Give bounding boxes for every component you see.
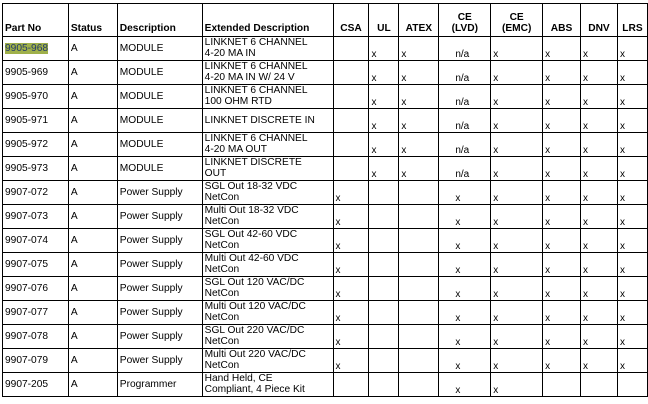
- cert-lrs-cell: [617, 373, 647, 397]
- header-ce-emc-line2: (EMC): [501, 23, 532, 34]
- cert-lvd-cell: x: [439, 301, 491, 325]
- cert-emc-cell: x: [491, 373, 543, 397]
- status-cell: A: [68, 181, 117, 205]
- description-cell: MODULE: [117, 109, 202, 133]
- cert-atex-cell: x: [399, 85, 439, 109]
- cert-abs-cell: x: [543, 37, 581, 61]
- status-cell: A: [68, 85, 117, 109]
- cert-dnv-cell: x: [581, 229, 618, 253]
- cert-atex-cell: [399, 325, 439, 349]
- cert-csa-cell: [333, 157, 369, 181]
- cert-emc-cell: x: [491, 109, 543, 133]
- extended-description-cell: [202, 37, 333, 61]
- cert-lrs-cell: x: [617, 277, 647, 301]
- cert-dnv-cell: x: [581, 325, 618, 349]
- description-cell: Power Supply: [117, 277, 202, 301]
- header-ce-emc-line1: CE: [509, 12, 524, 23]
- extended-description-line: NetCon: [204, 264, 240, 275]
- description-cell: MODULE: [117, 61, 202, 85]
- cert-ul-cell: x: [369, 85, 399, 109]
- status-cell: A: [68, 37, 117, 61]
- status-cell: A: [68, 61, 117, 85]
- cert-lvd-cell: x: [439, 181, 491, 205]
- part-number: 9905-968: [5, 43, 49, 54]
- part-number: 9907-076: [5, 283, 49, 294]
- cert-emc-cell: x: [491, 37, 543, 61]
- part-number: 9907-074: [5, 235, 49, 246]
- table-row: [3, 205, 648, 229]
- status-cell: A: [68, 349, 117, 373]
- cert-abs-cell: x: [543, 157, 581, 181]
- part-number-cell: [3, 205, 69, 229]
- certification-table: [2, 3, 648, 397]
- table-row: [3, 301, 648, 325]
- extended-description-line: NetCon: [204, 216, 240, 227]
- part-number-cell: [3, 349, 69, 373]
- cert-ul-cell: [369, 181, 399, 205]
- extended-description-cell: [202, 373, 333, 397]
- cert-emc-cell: x: [491, 181, 543, 205]
- part-number: 9907-078: [5, 331, 49, 342]
- status-cell: A: [68, 157, 117, 181]
- cert-csa-cell: x: [333, 277, 369, 301]
- part-number: 9905-971: [5, 115, 49, 126]
- extended-description-line: OUT: [204, 168, 227, 179]
- extended-description-cell: [202, 109, 333, 133]
- cert-atex-cell: x: [399, 157, 439, 181]
- part-number-cell: [3, 229, 69, 253]
- cert-emc-cell: x: [491, 229, 543, 253]
- cert-ul-cell: x: [369, 109, 399, 133]
- table-row: [3, 37, 648, 61]
- cert-lrs-cell: x: [617, 85, 647, 109]
- part-number-cell: [3, 109, 69, 133]
- extended-description-line: 100 OHM RTD: [204, 96, 272, 107]
- header-lrs: LRS: [617, 4, 647, 37]
- extended-description-cell: [202, 61, 333, 85]
- cert-atex-cell: [399, 349, 439, 373]
- cert-lvd-cell: x: [439, 277, 491, 301]
- cert-lrs-cell: x: [617, 205, 647, 229]
- part-number-cell: [3, 301, 69, 325]
- cert-ul-cell: x: [369, 157, 399, 181]
- cert-csa-cell: x: [333, 349, 369, 373]
- extended-description-cell: [202, 277, 333, 301]
- status-cell: A: [68, 277, 117, 301]
- header-atex: ATEX: [399, 4, 439, 37]
- cert-csa-cell: x: [333, 181, 369, 205]
- cert-abs-cell: [543, 373, 581, 397]
- part-number: 9905-970: [5, 91, 49, 102]
- extended-description-line: 4-20 MA IN: [204, 48, 256, 59]
- cert-lrs-cell: x: [617, 109, 647, 133]
- cert-dnv-cell: x: [581, 349, 618, 373]
- cert-lrs-cell: x: [617, 349, 647, 373]
- cert-emc-cell: x: [491, 61, 543, 85]
- cert-lvd-cell: x: [439, 349, 491, 373]
- description-cell: Power Supply: [117, 205, 202, 229]
- cert-csa-cell: x: [333, 325, 369, 349]
- cert-lrs-cell: x: [617, 253, 647, 277]
- status-cell: A: [68, 205, 117, 229]
- cert-csa-cell: [333, 37, 369, 61]
- status-cell: A: [68, 253, 117, 277]
- extended-description-line: SGL Out 120 VAC/DC: [204, 277, 305, 288]
- cert-ul-cell: x: [369, 61, 399, 85]
- cert-abs-cell: x: [543, 277, 581, 301]
- part-number: 9905-972: [5, 139, 49, 150]
- cert-atex-cell: x: [399, 133, 439, 157]
- cert-abs-cell: x: [543, 61, 581, 85]
- header-description: Description: [117, 4, 202, 37]
- header-status: Status: [68, 4, 117, 37]
- extended-description-line: NetCon: [204, 336, 240, 347]
- description-cell: Power Supply: [117, 181, 202, 205]
- cert-csa-cell: x: [333, 205, 369, 229]
- extended-description-cell: [202, 301, 333, 325]
- status-cell: A: [68, 373, 117, 397]
- table-row: [3, 109, 648, 133]
- cert-csa-cell: x: [333, 229, 369, 253]
- cert-abs-cell: x: [543, 85, 581, 109]
- extended-description-line: 4-20 MA IN W/ 24 V: [204, 72, 295, 83]
- table-row: [3, 373, 648, 397]
- cert-abs-cell: x: [543, 349, 581, 373]
- cert-csa-cell: [333, 85, 369, 109]
- header-row: [3, 4, 648, 37]
- cert-csa-cell: x: [333, 301, 369, 325]
- table-row: [3, 349, 648, 373]
- part-number: 9907-075: [5, 259, 49, 270]
- table-row: [3, 181, 648, 205]
- cert-emc-cell: x: [491, 205, 543, 229]
- cert-dnv-cell: x: [581, 157, 618, 181]
- header-abs: ABS: [543, 4, 581, 37]
- part-number-cell: [3, 133, 69, 157]
- cert-lvd-cell: x: [439, 253, 491, 277]
- part-number-cell: [3, 157, 69, 181]
- header-ul: UL: [369, 4, 399, 37]
- header-extended-description: Extended Description: [202, 4, 333, 37]
- cert-emc-cell: x: [491, 85, 543, 109]
- cert-emc-cell: x: [491, 253, 543, 277]
- extended-description-cell: [202, 85, 333, 109]
- extended-description-line: NetCon: [204, 192, 240, 203]
- cert-atex-cell: [399, 277, 439, 301]
- header-dnv: DNV: [581, 4, 618, 37]
- cert-emc-cell: x: [491, 157, 543, 181]
- cert-atex-cell: [399, 301, 439, 325]
- cert-lrs-cell: x: [617, 229, 647, 253]
- extended-description-line: NetCon: [204, 312, 240, 323]
- cert-ul-cell: x: [369, 133, 399, 157]
- cert-lrs-cell: x: [617, 301, 647, 325]
- cert-ul-cell: [369, 349, 399, 373]
- cert-atex-cell: x: [399, 37, 439, 61]
- cert-lrs-cell: x: [617, 37, 647, 61]
- part-number: 9907-073: [5, 211, 49, 222]
- cert-emc-cell: x: [491, 133, 543, 157]
- cert-ul-cell: [369, 205, 399, 229]
- part-number: 9907-077: [5, 307, 49, 318]
- extended-description-cell: [202, 349, 333, 373]
- extended-description-line: Compliant, 4 Piece Kit: [204, 384, 305, 395]
- cert-lvd-cell: n/a: [439, 157, 491, 181]
- cert-dnv-cell: [581, 373, 618, 397]
- header-ce-emc: [491, 4, 543, 37]
- extended-description-line: SGL Out 18-32 VDC: [204, 181, 298, 192]
- extended-description-line: Multi Out 42-60 VDC: [204, 253, 299, 264]
- description-cell: MODULE: [117, 133, 202, 157]
- cert-abs-cell: x: [543, 109, 581, 133]
- cert-lrs-cell: x: [617, 325, 647, 349]
- cert-atex-cell: [399, 181, 439, 205]
- cert-atex-cell: [399, 373, 439, 397]
- extended-description-line: LINKNET 6 CHANNEL: [204, 61, 308, 72]
- description-cell: Power Supply: [117, 325, 202, 349]
- cert-ul-cell: [369, 229, 399, 253]
- cert-lvd-cell: x: [439, 229, 491, 253]
- part-number: 9905-969: [5, 67, 49, 78]
- extended-description-line: LINKNET DISCRETE: [204, 157, 302, 168]
- part-number-cell: [3, 61, 69, 85]
- extended-description-line: NetCon: [204, 360, 240, 371]
- cert-csa-cell: [333, 373, 369, 397]
- cert-dnv-cell: x: [581, 133, 618, 157]
- cert-ul-cell: x: [369, 37, 399, 61]
- cert-abs-cell: x: [543, 301, 581, 325]
- extended-description-line: 4-20 MA OUT: [204, 144, 267, 155]
- cert-dnv-cell: x: [581, 109, 618, 133]
- cert-dnv-cell: x: [581, 61, 618, 85]
- header-ce-lvd-line2: (LVD): [451, 23, 478, 34]
- part-number-cell: [3, 181, 69, 205]
- status-cell: A: [68, 325, 117, 349]
- part-number-cell: [3, 277, 69, 301]
- cert-lrs-cell: x: [617, 157, 647, 181]
- status-cell: A: [68, 109, 117, 133]
- part-number: 9907-079: [5, 355, 49, 366]
- cert-emc-cell: x: [491, 349, 543, 373]
- cert-lvd-cell: n/a: [439, 85, 491, 109]
- cert-dnv-cell: x: [581, 205, 618, 229]
- cert-lrs-cell: x: [617, 133, 647, 157]
- part-number-cell: [3, 37, 69, 61]
- cert-abs-cell: x: [543, 205, 581, 229]
- cert-lvd-cell: n/a: [439, 37, 491, 61]
- status-cell: A: [68, 301, 117, 325]
- cert-dnv-cell: x: [581, 253, 618, 277]
- header-ce-lvd-line1: CE: [457, 12, 472, 23]
- cert-ul-cell: [369, 277, 399, 301]
- cert-dnv-cell: x: [581, 85, 618, 109]
- part-number-cell: [3, 325, 69, 349]
- cert-ul-cell: [369, 253, 399, 277]
- table-row: [3, 157, 648, 181]
- header-part-no: Part No: [3, 4, 69, 37]
- extended-description-cell: [202, 253, 333, 277]
- extended-description-line: Hand Held, CE: [204, 373, 273, 384]
- cert-dnv-cell: x: [581, 277, 618, 301]
- extended-description-line: LINKNET 6 CHANNEL: [204, 85, 308, 96]
- part-number: 9905-973: [5, 163, 49, 174]
- table-row: [3, 61, 648, 85]
- table-row: [3, 133, 648, 157]
- cert-atex-cell: x: [399, 109, 439, 133]
- cert-dnv-cell: x: [581, 37, 618, 61]
- description-cell: MODULE: [117, 37, 202, 61]
- table-row: [3, 253, 648, 277]
- cert-abs-cell: x: [543, 181, 581, 205]
- cert-lrs-cell: x: [617, 61, 647, 85]
- extended-description-line: SGL Out 220 VAC/DC: [204, 325, 305, 336]
- cert-abs-cell: x: [543, 133, 581, 157]
- cert-ul-cell: [369, 373, 399, 397]
- cert-atex-cell: [399, 229, 439, 253]
- cert-lvd-cell: x: [439, 373, 491, 397]
- table-row: [3, 229, 648, 253]
- cert-ul-cell: [369, 325, 399, 349]
- extended-description-cell: [202, 229, 333, 253]
- extended-description-cell: [202, 133, 333, 157]
- table-row: [3, 85, 648, 109]
- cert-lvd-cell: x: [439, 205, 491, 229]
- part-number-cell: [3, 373, 69, 397]
- cert-atex-cell: [399, 205, 439, 229]
- cert-ul-cell: [369, 301, 399, 325]
- description-cell: Power Supply: [117, 229, 202, 253]
- status-cell: A: [68, 229, 117, 253]
- extended-description-cell: [202, 325, 333, 349]
- extended-description-line: Multi Out 220 VAC/DC: [204, 349, 306, 360]
- cert-emc-cell: x: [491, 277, 543, 301]
- table-row: [3, 277, 648, 301]
- part-number: 9907-072: [5, 187, 49, 198]
- cert-csa-cell: x: [333, 253, 369, 277]
- description-cell: Power Supply: [117, 349, 202, 373]
- cert-abs-cell: x: [543, 325, 581, 349]
- cert-dnv-cell: x: [581, 181, 618, 205]
- extended-description-line: Multi Out 18-32 VDC: [204, 205, 299, 216]
- description-cell: Power Supply: [117, 301, 202, 325]
- part-number: 9907-205: [5, 379, 49, 390]
- extended-description-line: SGL Out 42-60 VDC: [204, 229, 298, 240]
- extended-description-line: LINKNET DISCRETE IN: [204, 115, 315, 126]
- description-cell: Programmer: [117, 373, 202, 397]
- cert-abs-cell: x: [543, 229, 581, 253]
- cert-lvd-cell: n/a: [439, 133, 491, 157]
- header-csa: CSA: [333, 4, 369, 37]
- cert-lvd-cell: n/a: [439, 109, 491, 133]
- extended-description-line: LINKNET 6 CHANNEL: [204, 133, 308, 144]
- extended-description-line: LINKNET 6 CHANNEL: [204, 37, 308, 48]
- part-number-cell: [3, 85, 69, 109]
- cert-dnv-cell: x: [581, 301, 618, 325]
- extended-description-line: NetCon: [204, 288, 240, 299]
- description-cell: MODULE: [117, 157, 202, 181]
- description-cell: Power Supply: [117, 253, 202, 277]
- cert-csa-cell: [333, 133, 369, 157]
- description-cell: MODULE: [117, 85, 202, 109]
- status-cell: A: [68, 133, 117, 157]
- extended-description-cell: [202, 157, 333, 181]
- table-row: [3, 325, 648, 349]
- cert-csa-cell: [333, 61, 369, 85]
- cert-atex-cell: x: [399, 61, 439, 85]
- cert-emc-cell: x: [491, 325, 543, 349]
- cert-lvd-cell: x: [439, 325, 491, 349]
- cert-lvd-cell: n/a: [439, 61, 491, 85]
- extended-description-cell: [202, 205, 333, 229]
- header-ce-lvd: [439, 4, 491, 37]
- cert-csa-cell: [333, 109, 369, 133]
- extended-description-line: Multi Out 120 VAC/DC: [204, 301, 306, 312]
- cert-atex-cell: [399, 253, 439, 277]
- extended-description-cell: [202, 181, 333, 205]
- extended-description-line: NetCon: [204, 240, 240, 251]
- cert-abs-cell: x: [543, 253, 581, 277]
- cert-lrs-cell: x: [617, 181, 647, 205]
- cert-emc-cell: x: [491, 301, 543, 325]
- part-number-cell: [3, 253, 69, 277]
